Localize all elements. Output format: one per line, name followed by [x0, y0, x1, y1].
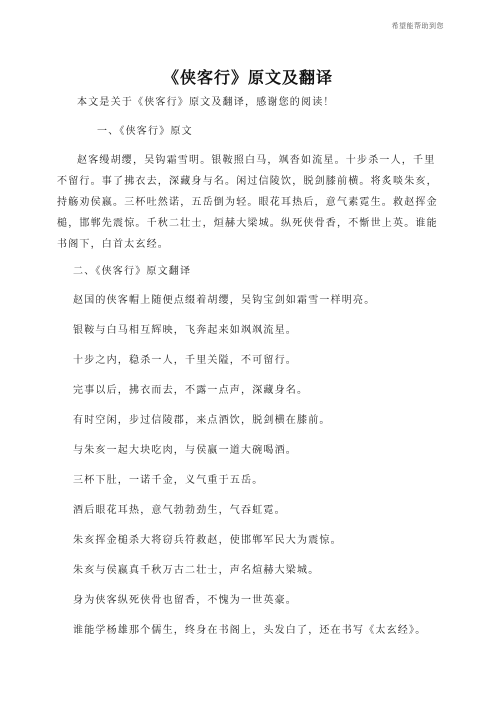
document-body	[57, 92, 440, 650]
translation-line: 十步之内，稳杀一人，千里关隘，不可留行。	[73, 355, 297, 366]
intro-paragraph: 本文是关于《侠客行》原文及翻译，感谢您的阅读！	[77, 97, 335, 108]
translation-line: 谁能学杨雄那个儒生，终身在书阁上，头发白了，还在书写《太玄经》。	[73, 625, 427, 636]
header-note: 希望能帮助到您	[391, 22, 444, 30]
translation-line: 有时空闲，步过信陵郡，来点酒饮，脱剑横在膝前。	[73, 415, 331, 426]
translation-line: 朱亥与侯嬴真千秋万古二壮士，声名煊赫大梁城。	[73, 565, 320, 576]
translation-line: 三杯下肚，一诺千金，义气重于五岳。	[73, 475, 264, 486]
translation-line: 赵国的侠客帽上随便点缀着胡缨，吴钩宝剑如霜雪一样明亮。	[73, 295, 376, 306]
translation-line: 身为侠客纵死侠骨也留香，不愧为一世英豪。	[73, 595, 297, 606]
translation-line: 与朱亥一起大块吃肉，与侯嬴一道大碗喝酒。	[73, 445, 297, 456]
page-title: 《侠客行》原文及翻译	[162, 68, 333, 87]
translation-line: 完事以后，拂衣而去，不露一点声，深藏身名。	[73, 385, 309, 396]
translation-line: 银鞍与白马相互辉映，飞奔起来如飒飒流星。	[73, 325, 297, 336]
original-text-paragraph: 赵客缦胡缨，吴钩霜雪明。银鞍照白马，飒沓如流星。十步杀一人，千里不留行。事了拂衣去，深藏身与名。闲过信陵饮，脱剑膝前横。将炙啖朱亥，持觞劝侯嬴。三杯吐然诺，五岳倒为轻。眼花耳热后，意气素霓生。救赵挥金槌，邯郸先震惊。千秋二壮士，烜赫大梁城。纵死侠骨香，不惭世上英。谁能书阁下，白首太玄经。	[57, 155, 438, 250]
translation-line: 朱亥挥金槌杀大将窃兵符救赵，使邯郸军民大为震惊。	[73, 535, 342, 546]
section-1-heading: 一、《侠客行》原文	[97, 126, 193, 137]
section-2-heading: 二、《侠客行》原文翻译	[73, 266, 192, 277]
translation-list	[57, 290, 440, 641]
translation-line: 酒后眼花耳热，意气勃勃劲生，气吞虹霓。	[73, 505, 286, 516]
